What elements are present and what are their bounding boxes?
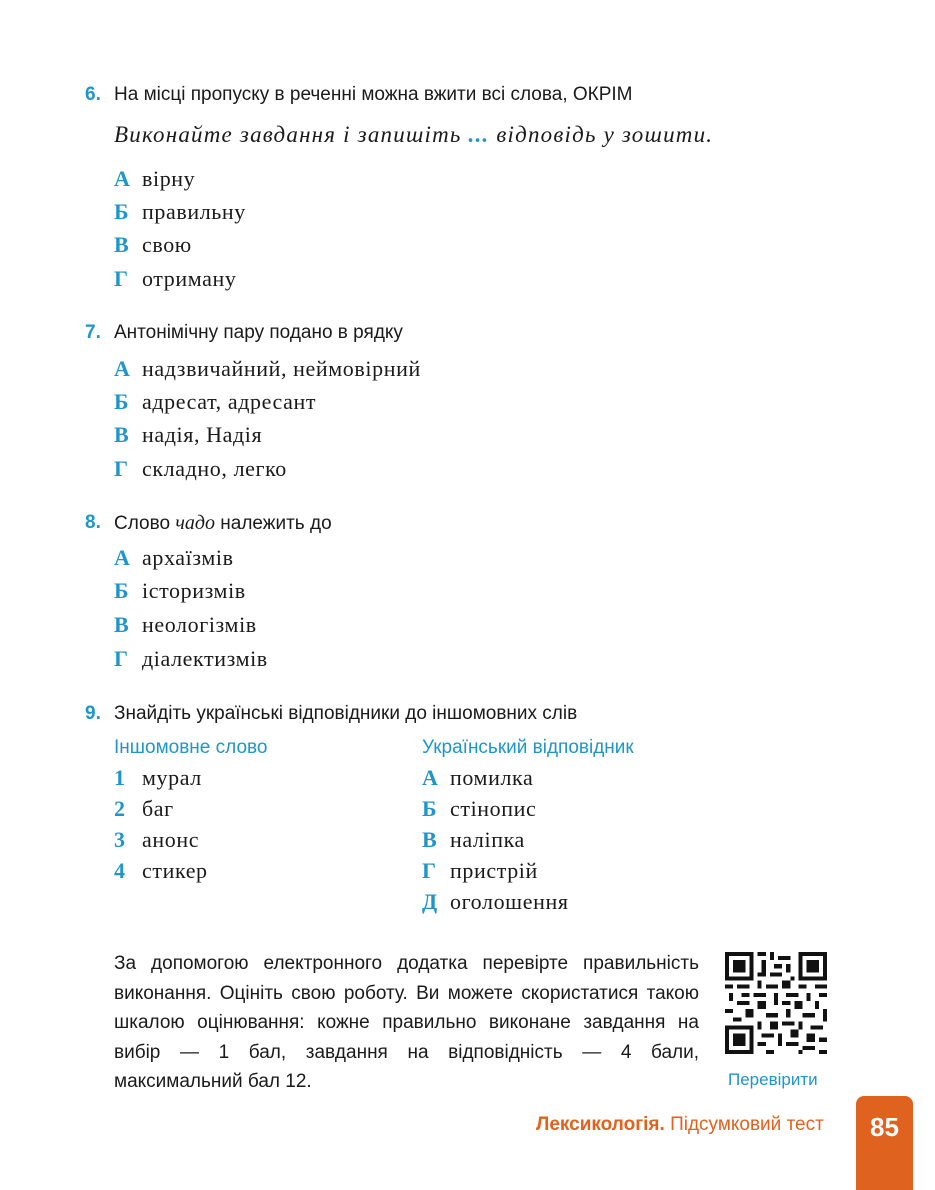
right-column-header: Український відповідник xyxy=(422,737,634,758)
option-b: Б історизмів xyxy=(114,578,246,603)
page-number: 85 xyxy=(856,1096,913,1190)
option-g: Г отриману xyxy=(114,266,237,291)
question-text: На місці пропуску в реченні можна вжити всі слова, ОКРІМ xyxy=(114,84,633,105)
sentence-gap: ... xyxy=(468,122,490,147)
question-number: 7. xyxy=(85,322,101,343)
footer-section: Лексикологія. xyxy=(536,1114,665,1135)
option-a: А надзвичайний, неймовірний xyxy=(114,356,421,381)
option-b: Б правильну xyxy=(114,199,246,224)
question-text: Слово чадо належить до xyxy=(114,512,332,534)
option-b: Б адресат, адресант xyxy=(114,389,317,414)
option-g: Г складно, легко xyxy=(114,456,287,481)
term-italic: чадо xyxy=(175,512,215,534)
option-a: А вірну xyxy=(114,166,196,191)
option-a: А архаїзмів xyxy=(114,545,234,570)
option-v: В надія, Надія xyxy=(114,422,263,447)
foreign-word-4: 4 стикер xyxy=(114,858,208,883)
qr-code-icon[interactable] xyxy=(725,952,827,1054)
question-number: 6. xyxy=(85,84,101,105)
qr-check-link[interactable]: Перевірити xyxy=(728,1070,818,1089)
equivalent-a: А помилка xyxy=(422,765,534,790)
left-column-header: Іншомовне слово xyxy=(114,737,268,758)
option-v: В неологізмів xyxy=(114,612,257,637)
option-g: Г діалектизмів xyxy=(114,646,268,671)
question-number: 8. xyxy=(85,512,101,533)
sentence-before: Виконайте завдання і запишіть xyxy=(114,122,462,147)
foreign-word-3: 3 анонс xyxy=(114,827,200,852)
question-text: Антонімічну пару подано в рядку xyxy=(114,322,403,343)
self-check-note: За допомогою електронного додатка перевірте правильність виконання. Оцініть свою роботу. Ви можете скористатися такою шкалою оцінювання: кожне правильно виконане завдання на вибір — 1 бал, завдання на відповідність — 4 бали, максимальний бал 12. xyxy=(114,953,699,1092)
footer-subtitle: Підсумковий тест xyxy=(670,1114,824,1135)
equivalent-d: Д оголошення xyxy=(422,889,569,914)
sentence-after: відповідь у зошити. xyxy=(496,122,714,147)
question-text: Знайдіть українські відповідники до іншомовних слів xyxy=(114,703,578,724)
equivalent-b: Б стінопис xyxy=(422,796,537,821)
equivalent-g: Г пристрій xyxy=(422,858,538,883)
foreign-word-2: 2 баг xyxy=(114,796,174,821)
option-v: В свою xyxy=(114,232,192,257)
footer-running-head xyxy=(536,1114,824,1136)
question-number: 9. xyxy=(85,703,101,724)
example-sentence xyxy=(114,122,713,148)
foreign-word-1: 1 мурал xyxy=(114,765,202,790)
equivalent-v: В наліпка xyxy=(422,827,525,852)
